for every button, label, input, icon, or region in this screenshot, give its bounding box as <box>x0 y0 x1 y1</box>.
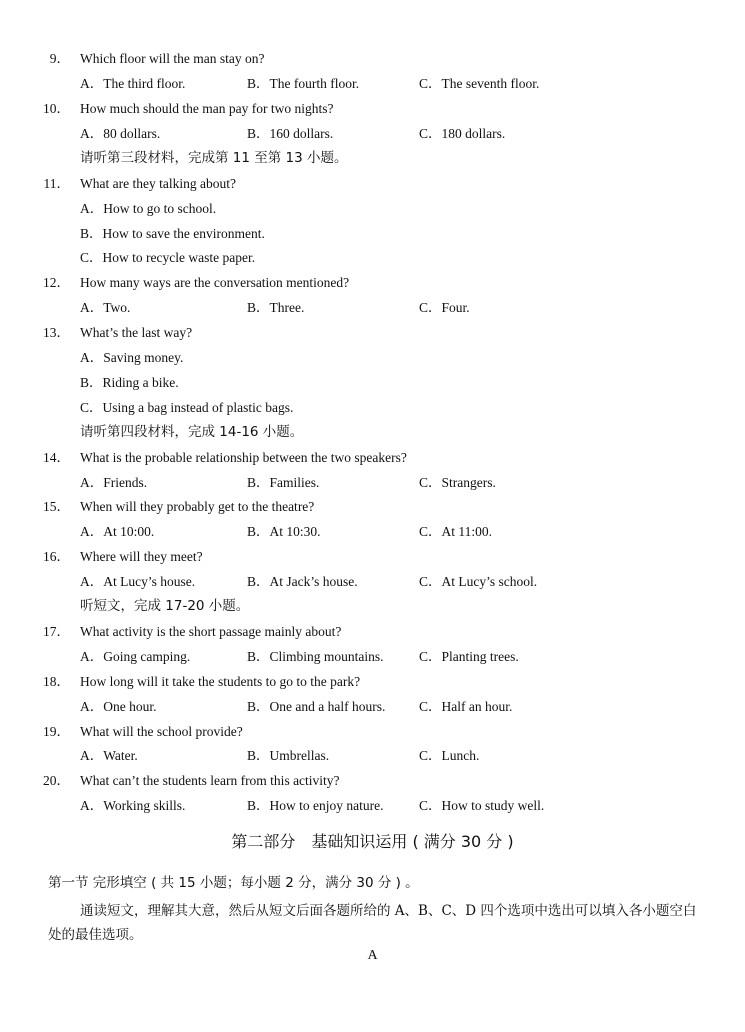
option-a: A．Friends. <box>80 475 148 490</box>
question-15 <box>0 495 745 519</box>
question-text: What activity is the short passage mainly about? <box>80 624 342 639</box>
instruction-passage: 听短文，完成 17-20 小题。 <box>80 598 250 614</box>
question-text: What can’t the students learn from this activity? <box>80 773 340 788</box>
question-number: 14． <box>43 450 70 465</box>
option-b: B．Umbrellas. <box>247 748 330 763</box>
question-15-options <box>0 520 745 544</box>
section1-title: 第一节 完形填空 ( 共 15 小题；每小题 2 分，满分 30 分 ) 。 <box>48 875 419 891</box>
option-a: A．Two. <box>80 300 131 315</box>
option-a-row <box>0 346 745 370</box>
question-number: 15． <box>43 499 70 514</box>
option-c: C．How to study well. <box>419 798 545 813</box>
option-b: B．At 10:30. <box>247 524 321 539</box>
option-c: C．Half an hour. <box>419 699 513 714</box>
question-9-options <box>0 72 745 96</box>
question-number: 9． <box>49 51 70 66</box>
question-10 <box>0 97 745 121</box>
question-number: 12． <box>43 275 70 290</box>
option-c: C．Strangers. <box>419 475 496 490</box>
question-number: 16． <box>43 549 70 564</box>
question-18 <box>0 670 745 694</box>
option-a: A．The third floor. <box>80 76 186 91</box>
question-12 <box>0 271 745 295</box>
question-12-options <box>0 296 745 320</box>
option-b: B．One and a half hours. <box>247 699 386 714</box>
option-b-row <box>0 222 745 246</box>
option-a: A．Working skills. <box>80 798 186 813</box>
question-13 <box>0 321 745 345</box>
question-number: 20． <box>43 773 70 788</box>
option-b: B．Three. <box>247 300 305 315</box>
option-c: C．Four. <box>419 300 470 315</box>
question-11 <box>0 172 745 196</box>
option-b: B．Climbing mountains. <box>247 649 384 664</box>
option-a: A．Saving money. <box>80 350 184 365</box>
question-17-options <box>0 645 745 669</box>
option-a-row <box>0 197 745 221</box>
section1-directions: 通读短文，理解其大意，然后从短文后面各题所给的 A、B、C、D 四个选项中选出可以填入各小题空白处的最佳选项。 <box>48 903 697 943</box>
option-c: C．How to recycle waste paper. <box>80 250 256 265</box>
question-20-options <box>0 794 745 818</box>
option-c: C．Planting trees. <box>419 649 519 664</box>
question-14 <box>0 446 745 470</box>
option-b: B．160 dollars. <box>247 126 334 141</box>
option-c: C．Lunch. <box>419 748 480 763</box>
option-a: A．At 10:00. <box>80 524 155 539</box>
question-text: How much should the man pay for two nights? <box>80 101 334 116</box>
option-a: A．One hour. <box>80 699 157 714</box>
option-b: B．At Jack’s house. <box>247 574 358 589</box>
question-text: What will the school provide? <box>80 724 243 739</box>
question-text: What’s the last way? <box>80 325 193 340</box>
option-c: C．180 dollars. <box>419 126 506 141</box>
question-text: What is the probable relationship between the two speakers? <box>80 450 407 465</box>
question-number: 10． <box>43 101 70 116</box>
question-20 <box>0 769 745 793</box>
option-b: B．Riding a bike. <box>80 375 179 390</box>
instruction-part3: 请听第三段材料，完成第 11 至第 13 小题。 <box>80 150 348 166</box>
option-c: C．Using a bag instead of plastic bags. <box>80 400 294 415</box>
question-19-options <box>0 744 745 768</box>
question-number: 11． <box>43 176 70 191</box>
instruction-part4: 请听第四段材料，完成 14-16 小题。 <box>80 424 304 440</box>
question-text: How long will it take the students to go to the park? <box>80 674 361 689</box>
option-a: A．At Lucy’s house. <box>80 574 196 589</box>
question-text: Where will they meet? <box>80 549 203 564</box>
question-number: 18． <box>43 674 70 689</box>
question-text: When will they probably get to the theatre? <box>80 499 315 514</box>
option-a: A．Going camping. <box>80 649 191 664</box>
question-text: How many ways are the conversation mentioned? <box>80 275 350 290</box>
option-c-row <box>0 246 745 270</box>
part2-title: 第二部分 基础知识运用 ( 满分 30 分 ) <box>231 832 514 851</box>
option-c: C．At 11:00. <box>419 524 493 539</box>
option-c-row <box>0 396 745 420</box>
option-b: B．How to enjoy nature. <box>247 798 384 813</box>
question-number: 19． <box>43 724 70 739</box>
option-a: A．80 dollars. <box>80 126 161 141</box>
option-b: B．Families. <box>247 475 320 490</box>
question-number: 17． <box>43 624 70 639</box>
option-c: C．At Lucy’s school. <box>419 574 538 589</box>
question-9 <box>0 47 745 71</box>
option-b-row <box>0 371 745 395</box>
question-number: 13． <box>43 325 70 340</box>
question-16-options <box>0 570 745 594</box>
option-b: B．The fourth floor. <box>247 76 360 91</box>
question-16 <box>0 545 745 569</box>
question-10-options <box>0 122 745 146</box>
option-c: C．The seventh floor. <box>419 76 540 91</box>
option-b: B．How to save the environment. <box>80 226 265 241</box>
question-19 <box>0 720 745 744</box>
question-text: What are they talking about? <box>80 176 236 191</box>
question-text: Which floor will the man stay on? <box>80 51 265 66</box>
question-18-options <box>0 695 745 719</box>
option-a: A．How to go to school. <box>80 201 217 216</box>
question-14-options <box>0 471 745 495</box>
question-17 <box>0 620 745 644</box>
passage-label: A <box>367 948 378 963</box>
option-a: A．Water. <box>80 748 138 763</box>
